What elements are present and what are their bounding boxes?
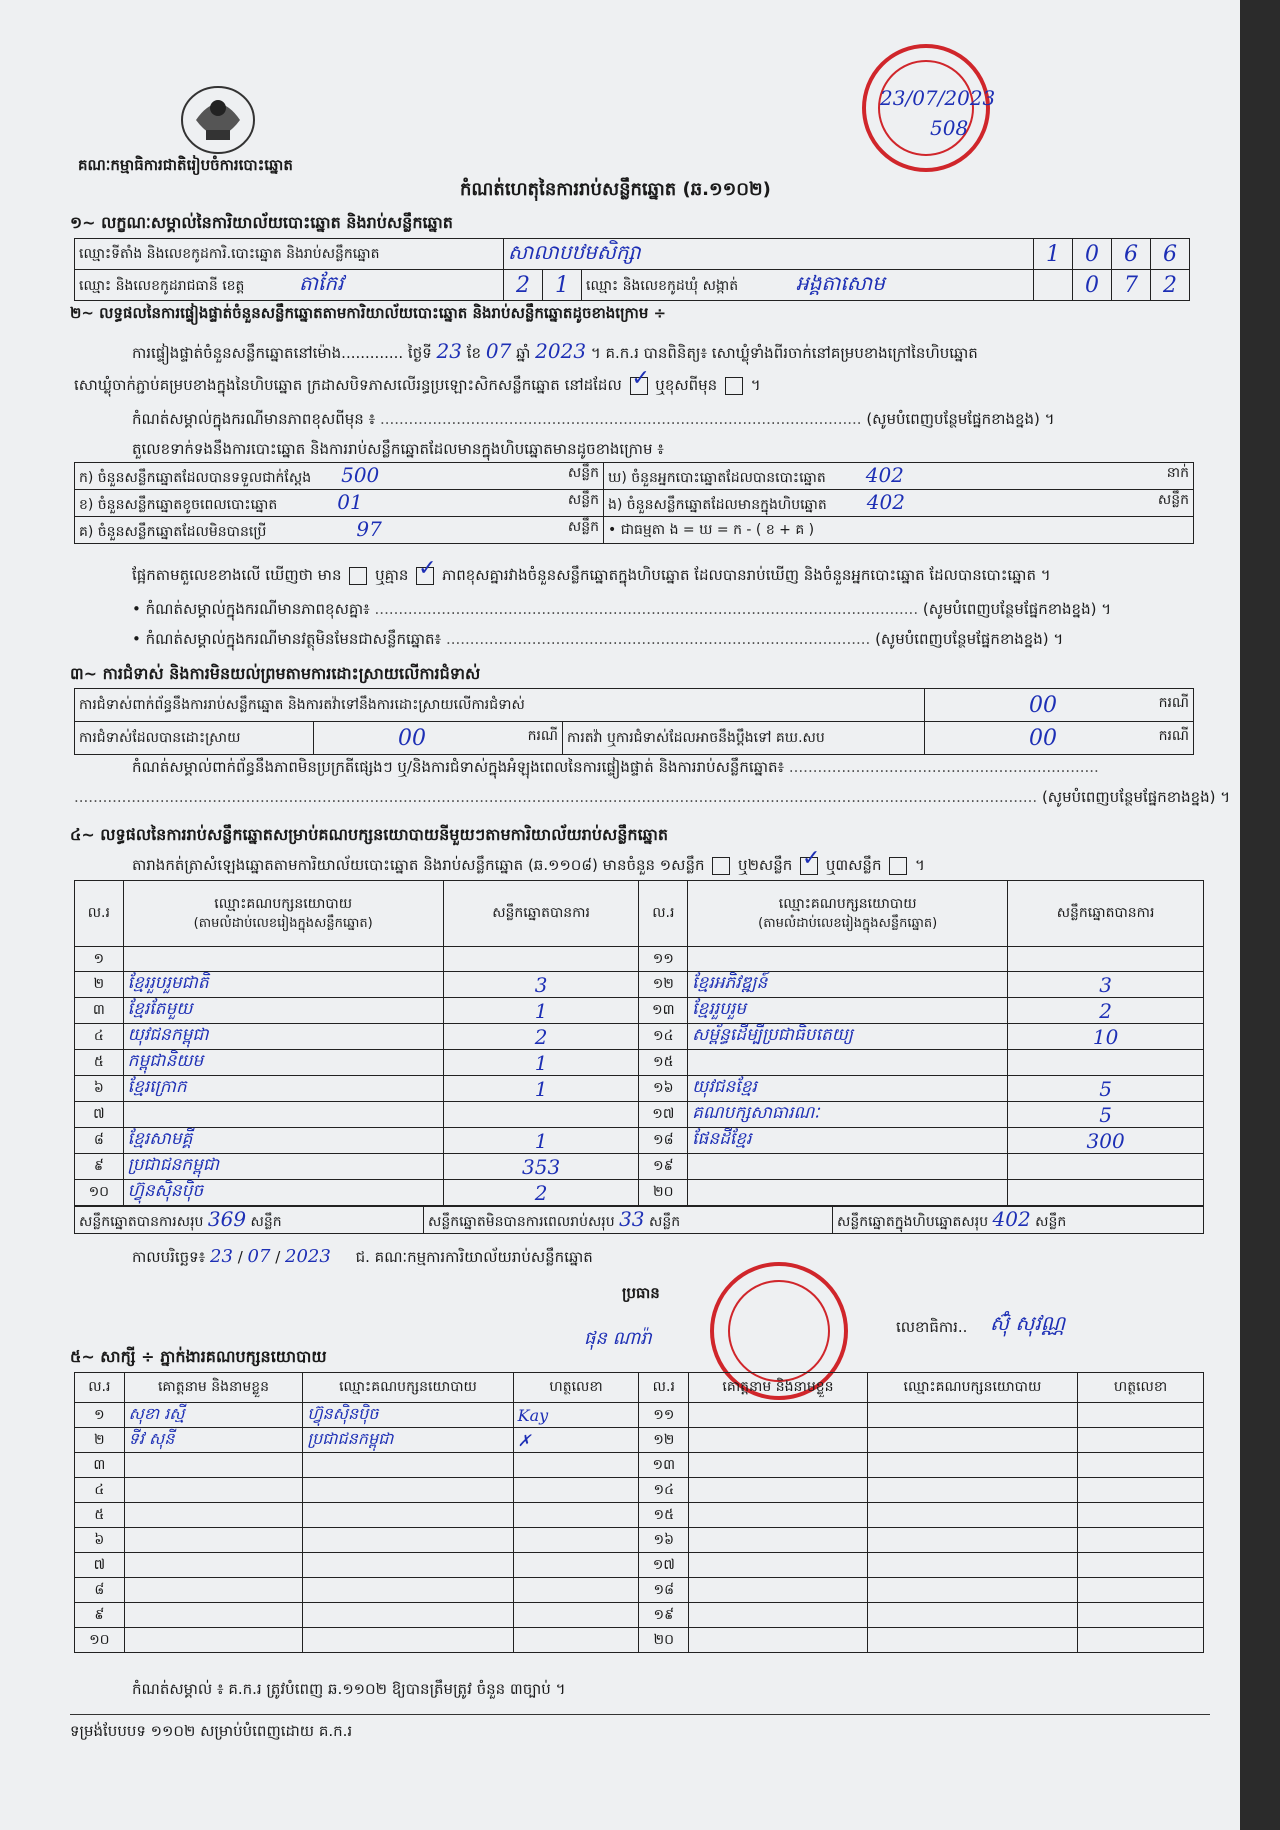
row-number: ១៥ <box>639 1050 688 1076</box>
col-no: ល.រ <box>75 1373 125 1403</box>
party-name <box>688 947 1008 972</box>
row-number: ៧ <box>75 1553 125 1578</box>
ballot-figures-table <box>74 462 1194 544</box>
party-name: សម្ព័ន្ធដើម្បីប្រជាធិបតេយ្យ <box>688 1024 1008 1050</box>
witness-name <box>689 1503 868 1528</box>
results-row <box>75 947 1204 972</box>
figures-intro: តួលេខទាក់ទងនឹងការបោះឆ្នោត និងការរាប់សន្លឹកឆ្នោតដែលមានក្នុងហិបឆ្នោតមានដូចខាងក្រោម ៖ <box>132 440 664 458</box>
party-name: ខ្មែរក្រោក <box>123 1076 443 1102</box>
bullet-2-label: • កំណត់សម្គាល់ក្នុងករណីមានវត្ថុមិនមែនជាសន្លឹកឆ្នោត៖ <box>132 630 442 648</box>
witness-party <box>867 1403 1077 1428</box>
figure-label-e: ង) ចំនួនសន្លឹកឆ្នោតដែលមានក្នុងហិបឆ្នោត <box>608 497 827 513</box>
row-number: ១៨ <box>639 1128 688 1154</box>
party-votes: 10 <box>1008 1024 1204 1050</box>
party-name <box>688 1180 1008 1206</box>
results-row <box>75 1102 1204 1128</box>
col-votes: សន្លឹកឆ្នោតបានការ <box>443 881 639 947</box>
witness-party <box>867 1453 1077 1478</box>
date-day: 23 <box>210 1246 233 1267</box>
witness-signature <box>513 1453 639 1478</box>
total-unit: សន្លឹក <box>250 1214 282 1230</box>
row-number: ១៣ <box>639 998 688 1024</box>
bullet-note-1: • កំណត់សម្គាល់ក្នុងករណីមានភាពខុសគ្នា៖ .................................................................................................................. (សូមបំពេញបន្ថែមផ្នែកខាងខ្នង) ។ <box>132 600 1112 618</box>
chair-label: ប្រធាន <box>622 1284 660 1302</box>
witness-row <box>75 1453 1204 1478</box>
total-valid-value: 369 <box>207 1207 247 1231</box>
changed-option-label: ឬខុសពីមុន <box>655 376 718 394</box>
figure-value-c: 97 <box>356 517 382 541</box>
commune-value: អង្គតាសោម <box>796 271 885 295</box>
chair-signature: ផុន ណារ៉ា <box>584 1328 652 1349</box>
row-number: ៧ <box>75 1102 124 1128</box>
party-votes: 1 <box>443 1076 639 1102</box>
irregularity-note-line-2: .......................................................................................................................................................................................................... (សូមបំពេញបន្ថែមផ្នែកខាងខ្នង) ។ <box>74 788 1231 806</box>
witness-signature <box>1078 1553 1204 1578</box>
witness-signature <box>1078 1603 1204 1628</box>
party-votes: 5 <box>1008 1076 1204 1102</box>
code-digit: 0 <box>1073 239 1112 270</box>
witness-party <box>303 1628 513 1653</box>
row-number: ១៤ <box>639 1478 689 1503</box>
document-title: កំណត់ហេតុនៃការរាប់សន្លឹកឆ្នោត (ឆ.១១០២) <box>460 179 771 200</box>
appeal-label: ការតវ៉ា ឬការជំទាស់ដែលអាចនឹងប្តឹងទៅ គឃ.សប <box>563 722 925 755</box>
irregularity-note: កំណត់សម្គាល់ពាក់ព័ន្ធនឹងភាពមិនប្រក្រតីផ្សេងៗ ឬ/និងការជំទាស់ក្នុងអំឡុងពេលនៃការផ្ទៀងផ្ទាត់ និងការរាប់សន្លឹកឆ្នោត៖ ................................................................. <box>132 758 1099 776</box>
col-name: គោត្តនាម និងនាមខ្លួន <box>124 1373 303 1403</box>
witness-signature <box>1078 1628 1204 1653</box>
witness-name <box>689 1403 868 1428</box>
witness-name <box>124 1603 303 1628</box>
witness-party <box>867 1578 1077 1603</box>
witness-name <box>689 1528 868 1553</box>
commune-code-digit: 2 <box>1151 270 1190 301</box>
party-votes: 1 <box>443 998 639 1024</box>
witness-signature <box>513 1503 639 1528</box>
party-name: ផែនដីខ្មែរ <box>688 1128 1008 1154</box>
party-votes: 300 <box>1008 1128 1204 1154</box>
difference-note-suffix: (សូមបំពេញបន្ថែមផ្នែកខាងខ្នង) ។ <box>866 410 1055 428</box>
party-name: ខ្មែររួបរួមជាតិ <box>123 972 443 998</box>
witness-signature <box>513 1578 639 1603</box>
witness-signature <box>1078 1453 1204 1478</box>
row-number: ១៧ <box>639 1553 689 1578</box>
col-party-sub: (តាមលំដាប់លេខរៀងក្នុងសន្លឹកឆ្នោត) <box>193 915 373 931</box>
witness-signature <box>1078 1403 1204 1428</box>
figure-unit: នាក់ <box>1166 465 1189 481</box>
row-number: ៣ <box>75 998 124 1024</box>
date-month: 07 <box>247 1246 271 1267</box>
witness-signature <box>1078 1428 1204 1453</box>
verification-line-1 <box>132 339 978 363</box>
witness-signature <box>1078 1503 1204 1528</box>
witness-row <box>75 1528 1204 1553</box>
total-invalid-label: សន្លឹកឆ្នោតមិនបានការពេលរាប់សរុប <box>428 1214 615 1230</box>
party-name <box>123 1102 443 1128</box>
bullet-1-label: • កំណត់សម្គាល់ក្នុងករណីមានភាពខុសគ្នា៖ <box>132 600 370 618</box>
party-votes: 2 <box>1008 998 1204 1024</box>
row-number: ១៨ <box>639 1578 689 1603</box>
secretary-label: លេខាធិការ.. <box>896 1318 968 1336</box>
party-votes <box>1008 1180 1204 1206</box>
row-number: ១៦ <box>639 1076 688 1102</box>
witness-party <box>867 1478 1077 1503</box>
totals-row <box>74 1206 1204 1234</box>
difference-note-label: កំណត់សម្គាល់ក្នុងករណីមានភាពខុសពីមុន ៖ <box>132 410 376 428</box>
witness-row <box>75 1403 1204 1428</box>
witness-signature: ✗ <box>513 1428 639 1453</box>
row-number: ៥ <box>75 1503 125 1528</box>
party-votes: 3 <box>443 972 639 998</box>
objections-table <box>74 688 1194 755</box>
witness-party <box>867 1628 1077 1653</box>
witness-name <box>689 1428 868 1453</box>
party-name: កម្ពុជានិយម <box>123 1050 443 1076</box>
col-no: ល.រ <box>639 881 688 947</box>
section-4-heading: ៤~ លទ្ធផលនៃការរាប់សន្លឹកឆ្នោតសម្រាប់គណបក្សនយោបាយនីមួយៗតាមការិយាល័យរាប់សន្លឹកឆ្នោត <box>70 825 669 844</box>
no-difference-checkbox[interactable] <box>416 567 434 585</box>
footer-divider <box>70 1714 1210 1715</box>
tally-sheet-line: តារាងកត់ត្រាសំឡេងឆ្នោតតាមការិយាល័យបោះឆ្នោត និងរាប់សន្លឹកឆ្នោត (ឆ.១១០៨) មានចំនួន ១សន្លឹក ឬ២សន្លឹក ✓ ឬ៣សន្លឹក ។ <box>132 856 925 875</box>
party-votes <box>1008 947 1204 972</box>
col-signature: ហត្ថលេខា <box>513 1373 639 1403</box>
row-number: ៤ <box>75 1024 124 1050</box>
witness-row <box>75 1628 1204 1653</box>
col-party-sub: (តាមលំដាប់លេខរៀងក្នុងសន្លឹកឆ្នោត) <box>758 915 938 931</box>
col-no: ល.រ <box>75 881 124 947</box>
party-votes: 5 <box>1008 1102 1204 1128</box>
month-label: ខែ <box>466 344 482 362</box>
row-number: ១៩ <box>639 1603 689 1628</box>
province-label: ឈ្មោះ និងលេខកូដរាជធានី ខេត្ត <box>79 278 245 294</box>
figure-value-b: 01 <box>337 490 363 514</box>
verification-year: 2023 <box>535 339 587 363</box>
two-sheet-checkbox[interactable] <box>800 857 818 875</box>
party-votes <box>1008 1154 1204 1180</box>
stamp-number: 508 <box>930 116 969 140</box>
row-number: ២ <box>75 1428 125 1453</box>
witness-name <box>124 1478 303 1503</box>
witness-signature <box>1078 1578 1204 1603</box>
witness-signature <box>513 1478 639 1503</box>
objection-unit: ករណី <box>1158 694 1189 711</box>
figure-unit: សន្លឹក <box>567 492 599 508</box>
witness-name <box>124 1628 303 1653</box>
witness-party <box>303 1553 513 1578</box>
row-number: ៩ <box>75 1603 125 1628</box>
form-footer: ទម្រង់បែបបទ ១១០២ សម្រាប់បំពេញដោយ គ.ក.រ <box>70 1722 353 1740</box>
code-digit: 6 <box>1151 239 1190 270</box>
province-code-digit: 2 <box>504 270 543 301</box>
witness-name: ទីវ សុនី <box>124 1428 303 1453</box>
figure-value-a: 500 <box>341 463 380 487</box>
one-sheet-checkbox[interactable] <box>712 857 730 875</box>
page-edge-background <box>1240 0 1280 1830</box>
results-row <box>75 1154 1204 1180</box>
results-row <box>75 998 1204 1024</box>
same-checkbox[interactable] <box>630 377 648 395</box>
witness-row <box>75 1428 1204 1453</box>
witness-name <box>124 1553 303 1578</box>
commune-code-digit: 7 <box>1112 270 1151 301</box>
party-name: យុវជនកម្ពុជា <box>123 1024 443 1050</box>
row-number: ១ <box>75 1403 125 1428</box>
witness-name <box>124 1503 303 1528</box>
row-number: ១៤ <box>639 1024 688 1050</box>
witness-party <box>867 1553 1077 1578</box>
seal-status-text: សោឃ្លុំចាក់ភ្ជាប់គម្របខាងក្នុងនៃហិបឆ្នោត ក្រដាសបិទភាសលើរន្ធប្រឡោះសិកសន្លឹកឆ្នោត នៅដដែល <box>74 376 622 394</box>
witness-party <box>867 1528 1077 1553</box>
total-unit: សន្លឹក <box>648 1214 681 1230</box>
row-number: ៦ <box>75 1076 124 1102</box>
party-results-table <box>74 880 1204 1206</box>
figure-label-c: គ) ចំនួនសន្លឹកឆ្នោតដែលមិនបានប្រើ <box>79 524 267 540</box>
verification-line-2: សោឃ្លុំចាក់ភ្ជាប់គម្របខាងក្នុងនៃហិបឆ្នោត ក្រដាសបិទភាសលើរន្ធប្រឡោះសិកសន្លឹកឆ្នោត នៅដដែល ✓ ឬខុសពីមុន ។ <box>74 376 761 395</box>
row-number: ៨ <box>75 1578 125 1603</box>
witness-name <box>124 1528 303 1553</box>
party-votes <box>443 1102 639 1128</box>
location-table <box>74 238 1190 301</box>
changed-checkbox[interactable] <box>725 377 743 395</box>
verification-text: ការផ្ទៀងផ្ទាត់ចំនួនសន្លឹកឆ្នោតនៅម៉ោង............. ថ្ងៃទី <box>132 344 432 362</box>
bullet-note-2: • កំណត់សម្គាល់ក្នុងករណីមានវត្ថុមិនមែនជាសន្លឹកឆ្នោត៖ ......................................................................................... (សូមបំពេញបន្ថែមផ្នែកខាងខ្នង) ។ <box>132 630 1064 648</box>
figure-label-b: ខ) ចំនួនសន្លឹកឆ្នោតខូចពេលបោះឆ្នោត <box>79 497 278 513</box>
col-votes: សន្លឹកឆ្នោតបានការ <box>1008 881 1204 947</box>
resolved-count: 00 <box>398 725 426 751</box>
tally-intro: តារាងកត់ត្រាសំឡេងឆ្នោតតាមការិយាល័យបោះឆ្នោត និងរាប់សន្លឹកឆ្នោត (ឆ.១១០៨) មានចំនួន ១សន្លឹក <box>132 856 705 874</box>
results-row <box>75 1024 1204 1050</box>
diff-text: ភាពខុសគ្នារវាងចំនួនសន្លឹកឆ្នោតក្នុងហិបឆ្នោត ដែលបានរាប់ឃើញ និងចំនួនអ្នកបោះឆ្នោត ដែលបានបោះឆ្នោត ។ <box>441 566 1051 584</box>
witness-name <box>689 1628 868 1653</box>
party-name <box>688 1050 1008 1076</box>
three-sheet-label: ឬ៣សន្លឹក <box>825 856 882 874</box>
witness-row <box>75 1578 1204 1603</box>
row-number: ១៦ <box>639 1528 689 1553</box>
row-number: ១៧ <box>639 1102 688 1128</box>
results-row <box>75 1128 1204 1154</box>
code-digit: 1 <box>1034 239 1073 270</box>
verification-month: 07 <box>485 339 512 363</box>
row-number: ៥ <box>75 1050 124 1076</box>
total-invalid-value: 33 <box>619 1207 645 1231</box>
commune-code-digit: 0 <box>1073 270 1112 301</box>
resolved-unit: ករណី <box>527 727 558 744</box>
party-name <box>688 1154 1008 1180</box>
party-votes: 353 <box>443 1154 639 1180</box>
row-number: ៨ <box>75 1128 124 1154</box>
formula-note: • ជាធម្មតា ង = ឃ = ក - ( ខ + គ ) <box>604 517 1194 544</box>
irregularity-note-label: កំណត់សម្គាល់ពាក់ព័ន្ធនឹងភាពមិនប្រក្រតីផ្សេងៗ ឬ/និងការជំទាស់ក្នុងអំឡុងពេលនៃការផ្ទៀងផ្ទាត់ និងការរាប់សន្លឹកឆ្នោត៖ <box>132 758 785 776</box>
row-number: ៦ <box>75 1528 125 1553</box>
row-number: ១៣ <box>639 1453 689 1478</box>
col-signature: ហត្ថលេខា <box>1078 1373 1204 1403</box>
code-digit: 6 <box>1112 239 1151 270</box>
party-name: យុវជនខ្មែរ <box>688 1076 1008 1102</box>
row-number: ១១ <box>639 947 688 972</box>
party-name: ហ៊្វុនស៊ិនប៉ិច <box>123 1180 443 1206</box>
org-name: គណៈកម្មាធិការជាតិរៀបចំការបោះឆ្នោត <box>78 156 293 174</box>
witness-party <box>867 1503 1077 1528</box>
row-number: ១២ <box>639 1428 689 1453</box>
party-name: ខ្មែររួបរួម <box>688 998 1008 1024</box>
stamp-date: 23/07/2023 <box>880 86 996 110</box>
witness-name <box>124 1453 303 1478</box>
witness-party: ប្រជាជនកម្ពុជា <box>303 1428 513 1453</box>
witness-name: សុខា រស្មី <box>124 1403 303 1428</box>
witness-party <box>867 1603 1077 1628</box>
witness-row <box>75 1478 1204 1503</box>
total-box-label: សន្លឹកឆ្នោតក្នុងហិបឆ្នោតសរុប <box>837 1214 989 1230</box>
party-votes: 3 <box>1008 972 1204 998</box>
party-votes: 1 <box>443 1050 639 1076</box>
total-unit: សន្លឹក <box>1035 1214 1067 1230</box>
witness-signature <box>1078 1528 1204 1553</box>
col-name: គោត្តនាម និងនាមខ្លួន <box>689 1373 868 1403</box>
witness-party <box>303 1503 513 1528</box>
col-party: ឈ្មោះគណបក្សនយោបាយ <box>214 895 353 912</box>
party-name: ខ្មែរតែមួយ <box>123 998 443 1024</box>
party-votes <box>1008 1050 1204 1076</box>
has-diff-label: ផ្អែកតាមតួលេខខាងលើ ឃើញថា មាន <box>132 566 342 584</box>
witness-party <box>303 1528 513 1553</box>
two-sheet-label: ឬ២សន្លឹក <box>738 856 793 874</box>
objection-label: ការជំទាស់ពាក់ព័ន្ធនឹងការរាប់សន្លឹកឆ្នោត និងការតវ៉ាទៅនឹងការដោះស្រាយលើការជំទាស់ <box>75 689 925 722</box>
col-no: ល.រ <box>639 1373 689 1403</box>
results-row <box>75 1050 1204 1076</box>
section-2-heading: ២~ លទ្ធផលនៃការផ្ទៀងផ្ទាត់ចំនួនសន្លឹកឆ្នោតតាមការិយាល័យបោះឆ្នោត និងរាប់សន្លឹកឆ្នោតដូចខាងក្រោម ÷ <box>70 304 667 322</box>
year-label: ឆ្នាំ <box>516 344 531 362</box>
three-sheet-checkbox[interactable] <box>889 857 907 875</box>
witness-party <box>303 1478 513 1503</box>
witness-row <box>75 1603 1204 1628</box>
col-party: ឈ្មោះគណបក្សនយោបាយ <box>778 895 917 912</box>
appeal-unit: ករណី <box>1158 727 1189 744</box>
committee-name: ជ. គណៈកម្មការការិយាល័យរាប់សន្លឹកឆ្នោត <box>355 1248 593 1266</box>
witness-name <box>124 1578 303 1603</box>
row-number: ២០ <box>639 1180 688 1206</box>
bullet-suffix: (សូមបំពេញបន្ថែមផ្នែកខាងខ្នង) ។ <box>875 630 1064 648</box>
witness-signature <box>513 1603 639 1628</box>
party-name: ខ្មែរអភិវឌ្ឍន៍ <box>688 972 1008 998</box>
witness-row <box>75 1553 1204 1578</box>
figure-unit: សន្លឹក <box>567 465 599 481</box>
party-votes: 2 <box>443 1180 639 1206</box>
party-votes: 1 <box>443 1128 639 1154</box>
location-label: ឈ្មោះទីតាំង និងលេខកូដការិ.បោះឆ្នោត និងរាប់សន្លឹកឆ្នោត <box>75 239 504 270</box>
secretary-signature: ស៊ុំ សុវណ្ណ <box>990 1311 1066 1335</box>
witness-party <box>303 1603 513 1628</box>
row-number: ១១ <box>639 1403 689 1428</box>
row-number: ១២ <box>639 972 688 998</box>
row-number: ១៥ <box>639 1503 689 1528</box>
row-number: ៩ <box>75 1154 124 1180</box>
footer-note: កំណត់សម្គាល់ ៖ គ.ក.រ ត្រូវបំពេញ ឆ.១១០២ ឱ្យបានត្រឹមត្រូវ ចំនួន ៣ច្បាប់ ។ <box>132 1680 566 1698</box>
figure-unit: សន្លឹក <box>1157 492 1189 508</box>
row-number: ១០ <box>75 1180 124 1206</box>
results-row <box>75 1180 1204 1206</box>
has-difference-checkbox[interactable] <box>349 567 367 585</box>
party-name <box>123 947 443 972</box>
witness-signature <box>1078 1478 1204 1503</box>
location-value: សាលាបឋមសិក្សា <box>504 239 1034 270</box>
figure-unit: សន្លឹក <box>567 519 599 535</box>
objection-count: 00 <box>1029 692 1057 718</box>
no-diff-label: ឬគ្មាន <box>375 566 409 584</box>
figure-value-d: 402 <box>865 463 904 487</box>
figure-value-e: 402 <box>866 490 905 514</box>
province-code-digit: 1 <box>543 270 582 301</box>
section-5-heading: ៥~ សាក្សី ÷ ភ្នាក់ងារគណបក្សនយោបាយ <box>70 1347 327 1366</box>
witness-name <box>689 1603 868 1628</box>
witness-signature <box>513 1628 639 1653</box>
commune-label: ឈ្មោះ និងលេខកូដឃុំ សង្កាត់ <box>586 278 739 294</box>
bullet-suffix: (សូមបំពេញបន្ថែមផ្នែកខាងខ្នង) ។ <box>922 600 1112 618</box>
section-3-heading: ៣~ ការជំទាស់ និងការមិនយល់ព្រមតាមការដោះស្រាយលើការជំទាស់ <box>70 664 481 683</box>
irregularity-note-suffix: (សូមបំពេញបន្ថែមផ្នែកខាងខ្នង) ។ <box>1041 788 1231 806</box>
row-number: ៣ <box>75 1453 125 1478</box>
row-number: ១០ <box>75 1628 125 1653</box>
witness-signature <box>513 1528 639 1553</box>
section-1-heading: ១~ លក្ខណៈសម្គាល់នៃការិយាល័យបោះឆ្នោត និងរាប់សន្លឹកឆ្នោត <box>70 213 453 232</box>
witness-party <box>303 1578 513 1603</box>
figure-label-d: ឃ) ចំនួនអ្នកបោះឆ្នោតដែលបានបោះឆ្នោត <box>608 470 826 486</box>
col-party: ឈ្មោះគណបក្សនយោបាយ <box>867 1373 1077 1403</box>
signing-date-line: កាលបរិច្ឆេទ៖ 23 / 07 / 2023 ជ. គណៈកម្មការការិយាល័យរាប់សន្លឹកឆ្នោត <box>132 1246 593 1267</box>
verification-text-b: ។ គ.ក.រ បានពិនិត្យ៖ សោឃ្លុំទាំងពីរចាក់នៅគម្របខាងក្រៅនៃហិបឆ្នោត <box>590 344 978 362</box>
total-valid-label: សន្លឹកឆ្នោតបានការសរុប <box>79 1214 204 1230</box>
witness-name <box>689 1553 868 1578</box>
date-year: 2023 <box>285 1246 331 1267</box>
party-votes: 2 <box>443 1024 639 1050</box>
witness-name <box>689 1478 868 1503</box>
party-votes <box>443 947 639 972</box>
witness-signature <box>513 1553 639 1578</box>
appeal-count: 00 <box>1029 725 1057 751</box>
row-number: ២០ <box>639 1628 689 1653</box>
row-number: ៤ <box>75 1478 125 1503</box>
date-label: កាលបរិច្ឆេទ៖ <box>132 1248 206 1266</box>
row-number: ១៩ <box>639 1154 688 1180</box>
results-row <box>75 1076 1204 1102</box>
row-number: ២ <box>75 972 124 998</box>
party-name: ខ្មែរសាមគ្គី <box>123 1128 443 1154</box>
witness-row <box>75 1503 1204 1528</box>
party-name: គណបក្សសាធារណៈ <box>688 1102 1008 1128</box>
difference-check-line <box>132 566 1051 585</box>
witness-name <box>689 1578 868 1603</box>
witness-name <box>689 1453 868 1478</box>
total-box-value: 402 <box>992 1207 1031 1231</box>
row-number: ១ <box>75 947 124 972</box>
emblem-icon <box>176 80 260 158</box>
witness-signature: Kay <box>513 1403 639 1428</box>
results-row <box>75 972 1204 998</box>
resolved-label: ការជំទាស់ដែលបានដោះស្រាយ <box>75 722 314 755</box>
figure-label-a: ក) ចំនួនសន្លឹកឆ្នោតដែលបានទទួលជាក់ស្តែង <box>79 470 312 486</box>
verification-day: 23 <box>436 339 462 363</box>
party-name: ប្រជាជនកម្ពុជា <box>123 1154 443 1180</box>
witness-table <box>74 1372 1204 1653</box>
witness-party <box>303 1453 513 1478</box>
col-party: ឈ្មោះគណបក្សនយោបាយ <box>303 1373 513 1403</box>
difference-note: កំណត់សម្គាល់ក្នុងករណីមានភាពខុសពីមុន ៖ ..................................................................................................... (សូមបំពេញបន្ថែមផ្នែកខាងខ្នង) ។ <box>132 410 1055 428</box>
province-value: តាកែវ <box>299 271 344 295</box>
witness-party <box>867 1428 1077 1453</box>
witness-party: ហ៊្វុនស៊ិនប៉ិច <box>303 1403 513 1428</box>
